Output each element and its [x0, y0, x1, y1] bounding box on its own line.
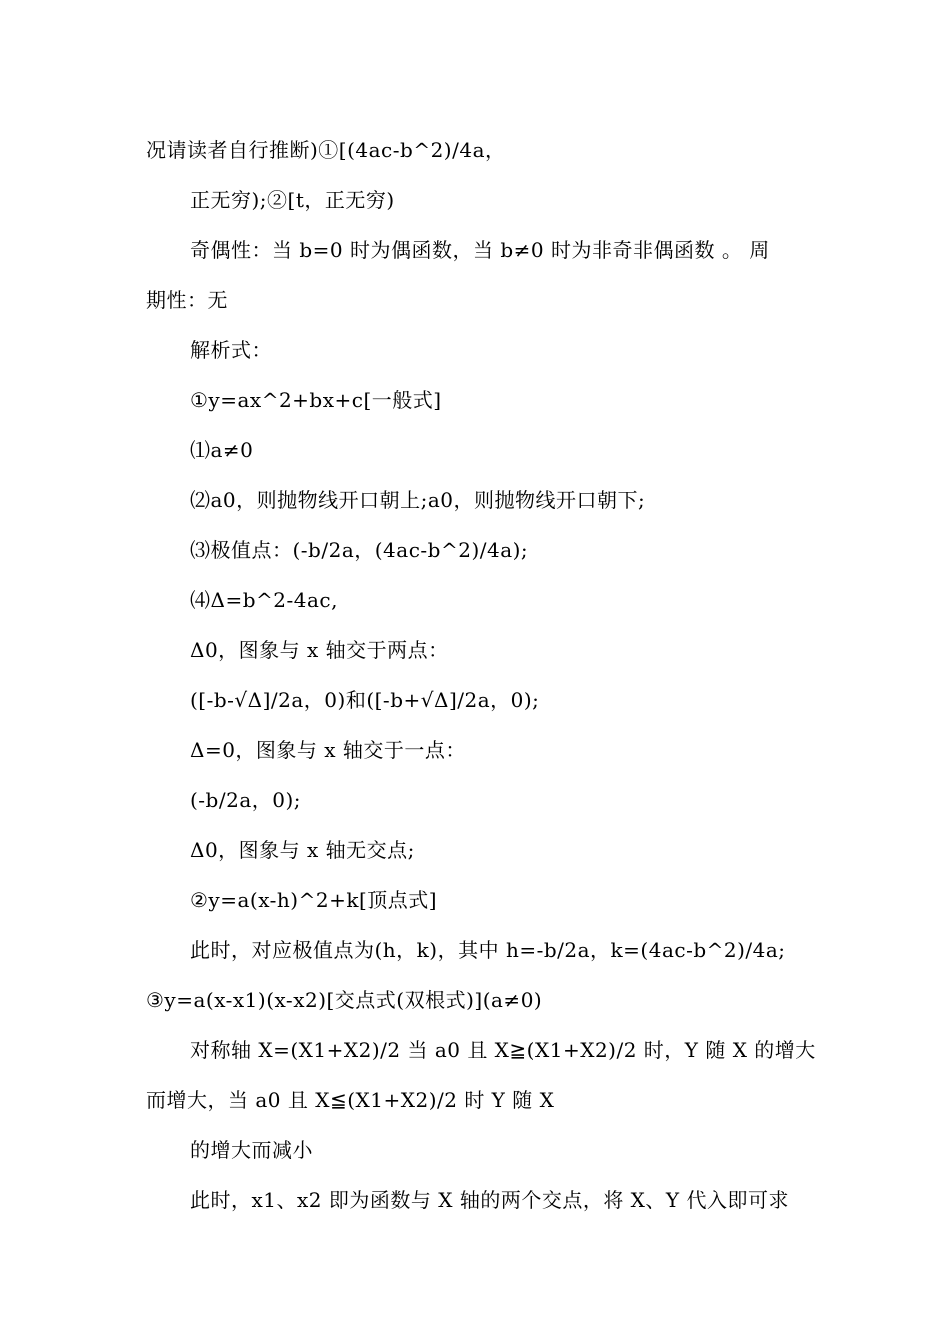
text-line: 奇偶性：当 b=0 时为偶函数，当 b≠0 时为非奇非偶函数 。 周	[190, 238, 770, 262]
text-line: 此时，对应极值点为(h，k)，其中 h=-b/2a，k=(4ac-b^2)/4a;	[190, 938, 786, 962]
text-line: ⑵a0，则抛物线开口朝上;a0，则抛物线开口朝下;	[190, 488, 646, 512]
text-line: 正无穷);②[t，正无穷)	[190, 188, 395, 212]
text-line: ⑶极值点：(-b/2a，(4ac-b^2)/4a);	[190, 538, 529, 562]
text-line: ⑴a≠0	[190, 438, 254, 462]
text-line: 对称轴 X=(X1+X2)/2 当 a0 且 X≧(X1+X2)/2 时，Y 随 X 的增大	[190, 1038, 816, 1062]
text-line: Δ=0，图象与 x 轴交于一点：	[190, 738, 466, 762]
text-line: 况请读者自行推断)①[(4ac-b^2)/4a，	[146, 138, 506, 162]
text-line: ([-b-√Δ]/2a，0)和([-b+√Δ]/2a，0);	[190, 688, 540, 712]
text-line: ②y=a(x-h)^2+k[顶点式]	[190, 888, 438, 912]
text-line: 解析式：	[190, 338, 272, 362]
text-line: ③y=a(x-x1)(x-x2)[交点式(双根式)](a≠0)	[146, 988, 543, 1012]
text-line: Δ0，图象与 x 轴无交点;	[190, 838, 415, 862]
text-line: 而增大，当 a0 且 X≦(X1+X2)/2 时 Y 随 X	[146, 1088, 555, 1112]
text-line: ⑷Δ=b^2-4ac,	[190, 588, 338, 612]
text-line: ①y=ax^2+bx+c[一般式]	[190, 388, 442, 412]
text-line: Δ0，图象与 x 轴交于两点：	[190, 638, 449, 662]
text-line: 此时，x1、x2 即为函数与 X 轴的两个交点，将 X、Y 代入即可求	[190, 1188, 789, 1212]
text-line: 期性：无	[146, 288, 228, 312]
text-line: (-b/2a，0);	[190, 788, 302, 812]
text-line: 的增大而减小	[190, 1138, 313, 1162]
